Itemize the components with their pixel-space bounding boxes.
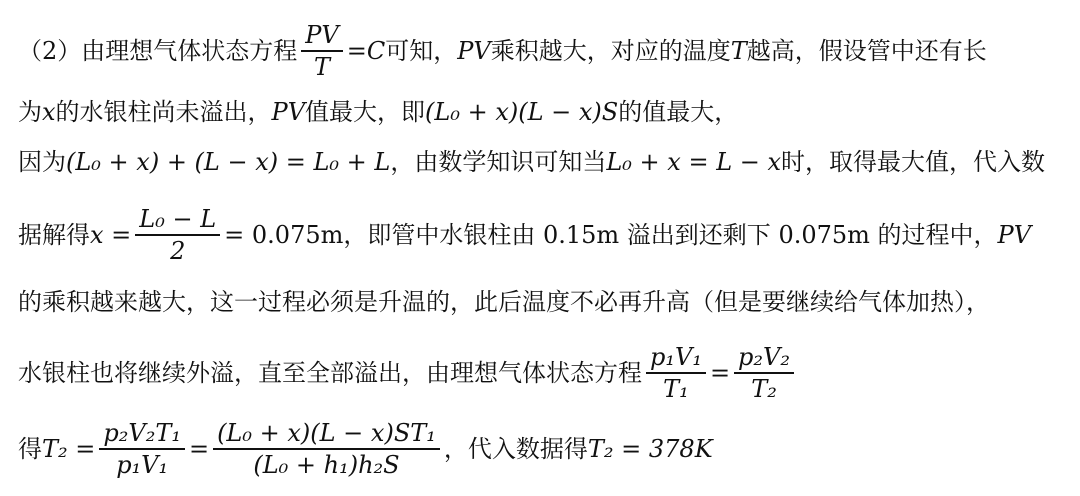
math-symbol: PV — [997, 221, 1032, 250]
fraction-numerator: (L₀ + x)(L − x)ST₁ — [217, 419, 436, 447]
fraction-bar — [734, 372, 794, 374]
math-result: T₂ = 378K — [587, 435, 713, 464]
fraction-denominator: (L₀ + h₁)h₂S — [253, 451, 400, 480]
text-segment: 的水银柱尚未溢出， — [55, 98, 272, 126]
fraction-bar — [135, 234, 220, 236]
solution-line-5 — [18, 290, 990, 314]
text-segment: 可知， — [385, 37, 458, 66]
fraction-p1v1-over-t1 — [646, 344, 706, 403]
fraction-bar — [213, 448, 440, 450]
fraction-denominator: p₁V₁ — [116, 451, 169, 480]
math-symbol: PV — [271, 98, 306, 126]
fraction-bar — [301, 50, 342, 52]
fraction-p2v2t1-over-p1v1 — [99, 420, 185, 479]
text-segment: 值最大，即 — [305, 98, 426, 126]
fraction-pv-over-t — [301, 22, 342, 81]
text-segment: ，由数学知识可知当 — [390, 148, 607, 176]
text-segment: 时，取得最大值，代入数 — [781, 148, 1046, 176]
fraction-numerator: L₀ − L — [139, 205, 217, 233]
math-symbol: C — [366, 37, 386, 66]
math-symbol: PV — [457, 37, 491, 66]
text-segment: ，代入数据得 — [443, 435, 588, 464]
math-symbol: T — [730, 37, 747, 66]
math-expression: (L₀ + x) + (L − x) = L₀ + L — [66, 148, 391, 176]
text-segment: 得 — [18, 435, 42, 464]
fraction-numerator: p₂V₂ — [738, 343, 790, 371]
text-segment: 因为 — [18, 148, 66, 176]
math-equals: = — [188, 435, 210, 464]
math-equals: = — [709, 359, 731, 388]
fraction-denominator: T — [314, 53, 331, 82]
solution-line-4 — [18, 206, 1031, 265]
solution-line-1 — [18, 22, 987, 81]
math-expression: x = — [90, 221, 132, 250]
text-segment: 越高，假设管中还有长 — [746, 37, 987, 66]
math-expression: (L₀ + x)(L − x)S — [425, 98, 619, 126]
fraction-l0-minus-l-over-2 — [135, 206, 220, 265]
text-segment: （2）由理想气体状态方程 — [18, 37, 298, 66]
text-segment: 水银柱也将继续外溢，直至全部溢出，由理想气体状态方程 — [18, 359, 642, 388]
fraction-numerator: p₁V₁ — [650, 343, 702, 371]
math-symbol: x — [42, 98, 56, 126]
fraction-denominator: T₂ — [751, 375, 777, 404]
math-expression: L₀ + x = L − x — [606, 148, 782, 176]
math-expression: T₂ = — [42, 435, 96, 464]
fraction-numerator: PV — [305, 21, 339, 49]
fraction-bar — [99, 448, 185, 450]
solution-line-2 — [18, 100, 738, 124]
fraction-bar — [646, 372, 706, 374]
solution-line-3 — [18, 150, 1045, 174]
fraction-p2v2-over-t2 — [734, 344, 794, 403]
text-segment: 的乘积越来越大，这一过程必须是升温的，此后温度不必再升高（但是要继续给气体加热）， — [18, 288, 990, 316]
text-segment: 的值最大， — [618, 98, 739, 126]
fraction-denominator: 2 — [170, 237, 186, 266]
solution-line-7 — [18, 420, 713, 479]
solution-line-6 — [18, 344, 798, 403]
fraction-numerator: p₂V₂T₁ — [103, 419, 181, 447]
text-segment: 乘积越大，对应的温度 — [490, 37, 731, 66]
fraction-final-expression — [213, 420, 440, 479]
text-segment: = 0.075m，即管中水银柱由 0.15m 溢出到还剩下 0.075m 的过程中， — [224, 221, 998, 250]
fraction-denominator: T₁ — [663, 375, 689, 404]
text-segment: 为 — [18, 98, 42, 126]
text-segment: 据解得 — [18, 221, 90, 250]
math-equals: = — [346, 37, 367, 66]
